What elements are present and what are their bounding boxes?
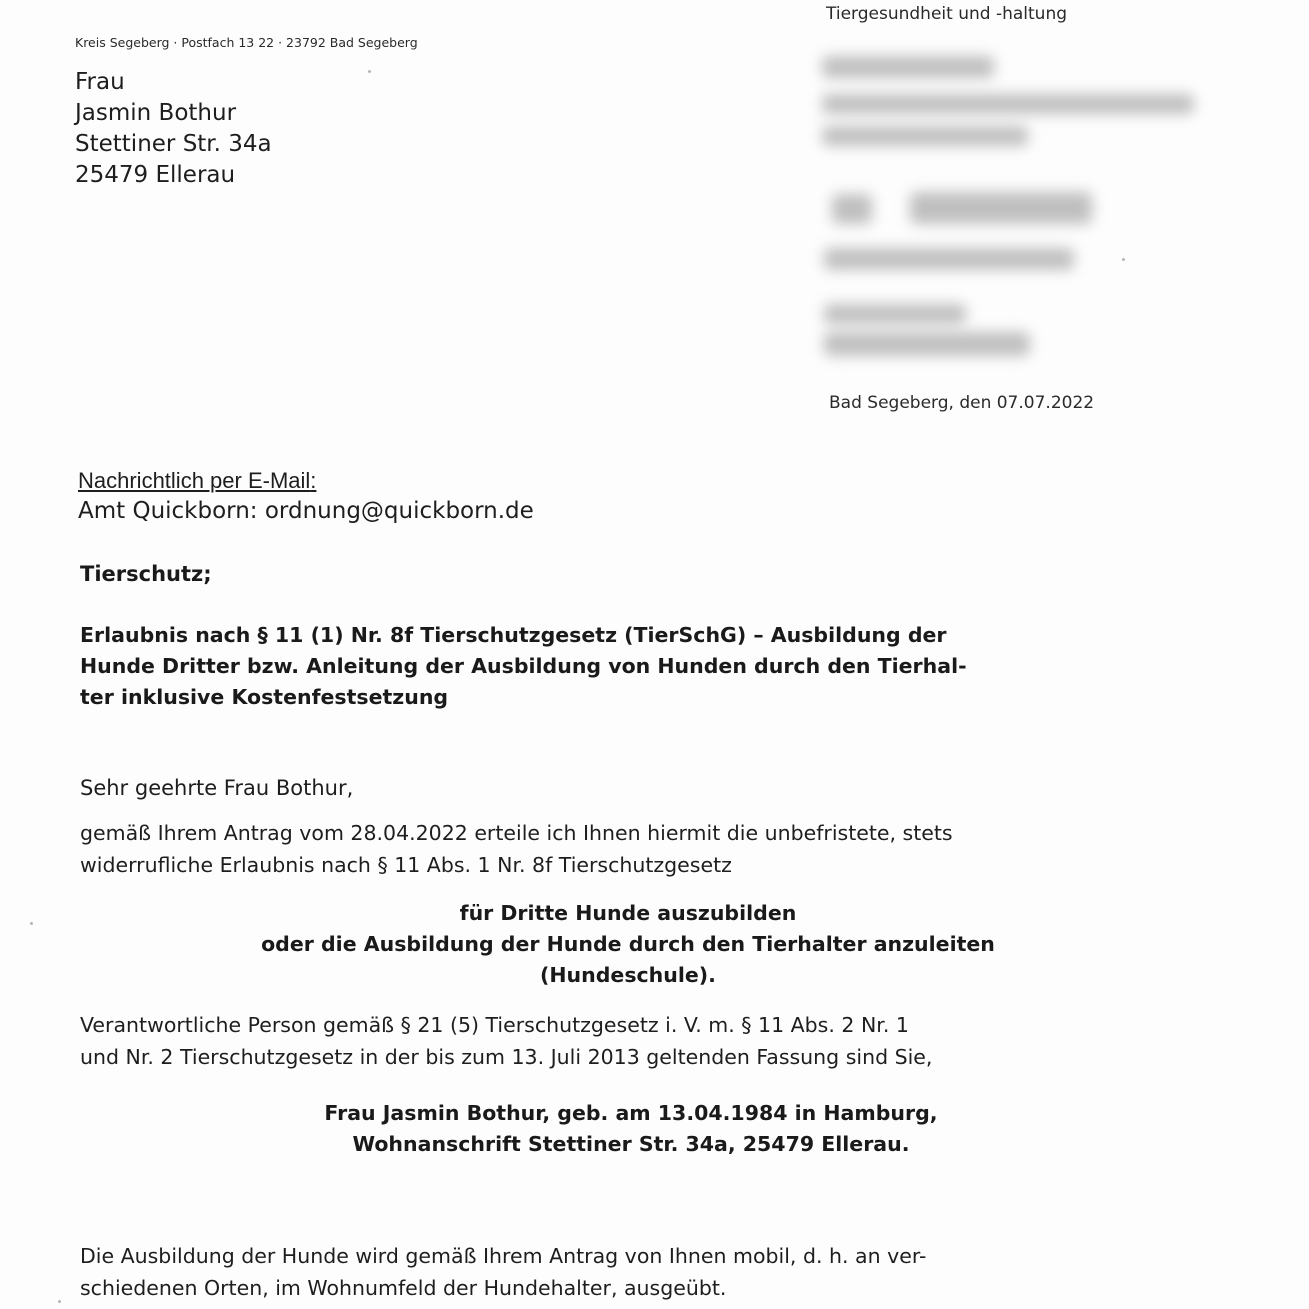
paragraph-line: Die Ausbildung der Hunde wird gemäß Ihrem Antrag von Ihnen mobil, d. h. an ver- xyxy=(80,1244,927,1268)
body-paragraph-2 xyxy=(80,1009,932,1073)
paragraph-line: gemäß Ihrem Antrag vom 28.04.2022 erteile ich Ihnen hiermit die unbefristete, stets xyxy=(80,821,953,845)
paragraph-line: schiedenen Orten, im Wohnumfeld der Hundehalter, ausgeübt. xyxy=(80,1276,727,1300)
subject-title xyxy=(80,620,967,713)
redacted-contact-block xyxy=(818,50,1208,375)
cc-label xyxy=(78,468,316,494)
scan-speck xyxy=(368,70,371,73)
recipient-address xyxy=(75,67,272,191)
subject-heading: Tierschutz; xyxy=(80,562,212,586)
paragraph-line: Verantwortliche Person gemäß § 21 (5) Tierschutzgesetz i. V. m. § 11 Abs. 2 Nr. 1 xyxy=(80,1013,909,1037)
paragraph-line: widerrufliche Erlaubnis nach § 11 Abs. 1 Nr. 8f Tierschutzgesetz xyxy=(80,853,732,877)
paragraph-line: und Nr. 2 Tierschutzgesetz in der bis zum 13. Juli 2013 geltenden Fassung sind Sie, xyxy=(80,1045,933,1069)
person-line: Frau Jasmin Bothur, geb. am 13.04.1984 in Hamburg, xyxy=(324,1101,938,1125)
recipient-name: Jasmin Bothur xyxy=(75,100,237,126)
date-line: Bad Segeberg, den 07.07.2022 xyxy=(829,393,1095,413)
recipient-salutation: Frau xyxy=(75,69,125,95)
recipient-city: 25479 Ellerau xyxy=(75,162,236,188)
letter-salutation: Sehr geehrte Frau Bothur, xyxy=(80,776,354,800)
cc-label-text: Nachrichtlich per E-Mail xyxy=(78,468,311,493)
body-paragraph-1 xyxy=(80,817,953,881)
subject-line: Hunde Dritter bzw. Anleitung der Ausbildung von Hunden durch den Tierhal- xyxy=(80,654,967,678)
recipient-street: Stettiner Str. 34a xyxy=(75,131,272,157)
subject-line: ter inklusive Kostenfestsetzung xyxy=(80,685,449,709)
scan-speck xyxy=(58,1300,61,1303)
grant-line: für Dritte Hunde auszubilden xyxy=(459,901,797,925)
person-line: Wohnanschrift Stettiner Str. 34a, 25479 Ellerau. xyxy=(352,1132,910,1156)
grant-line: oder die Ausbildung der Hunde durch den Tierhalter anzuleiten xyxy=(261,932,995,956)
responsible-person xyxy=(0,1098,1262,1160)
grant-statement xyxy=(0,898,1256,991)
sender-return-address: Kreis Segeberg · Postfach 13 22 · 23792 Bad Segeberg xyxy=(75,35,418,50)
department-name: Tiergesundheit und -haltung xyxy=(826,4,1068,24)
subject-line: Erlaubnis nach § 11 (1) Nr. 8f Tierschutzgesetz (TierSchG) – Ausbildung der xyxy=(80,623,947,647)
cc-label-colon: : xyxy=(310,468,317,493)
scan-speck xyxy=(30,922,33,925)
scan-speck xyxy=(1122,258,1125,261)
cc-recipient-line: Amt Quickborn: ordnung@quickborn.de xyxy=(78,498,534,524)
body-paragraph-3 xyxy=(80,1240,926,1304)
grant-line: (Hundeschule). xyxy=(540,963,716,987)
